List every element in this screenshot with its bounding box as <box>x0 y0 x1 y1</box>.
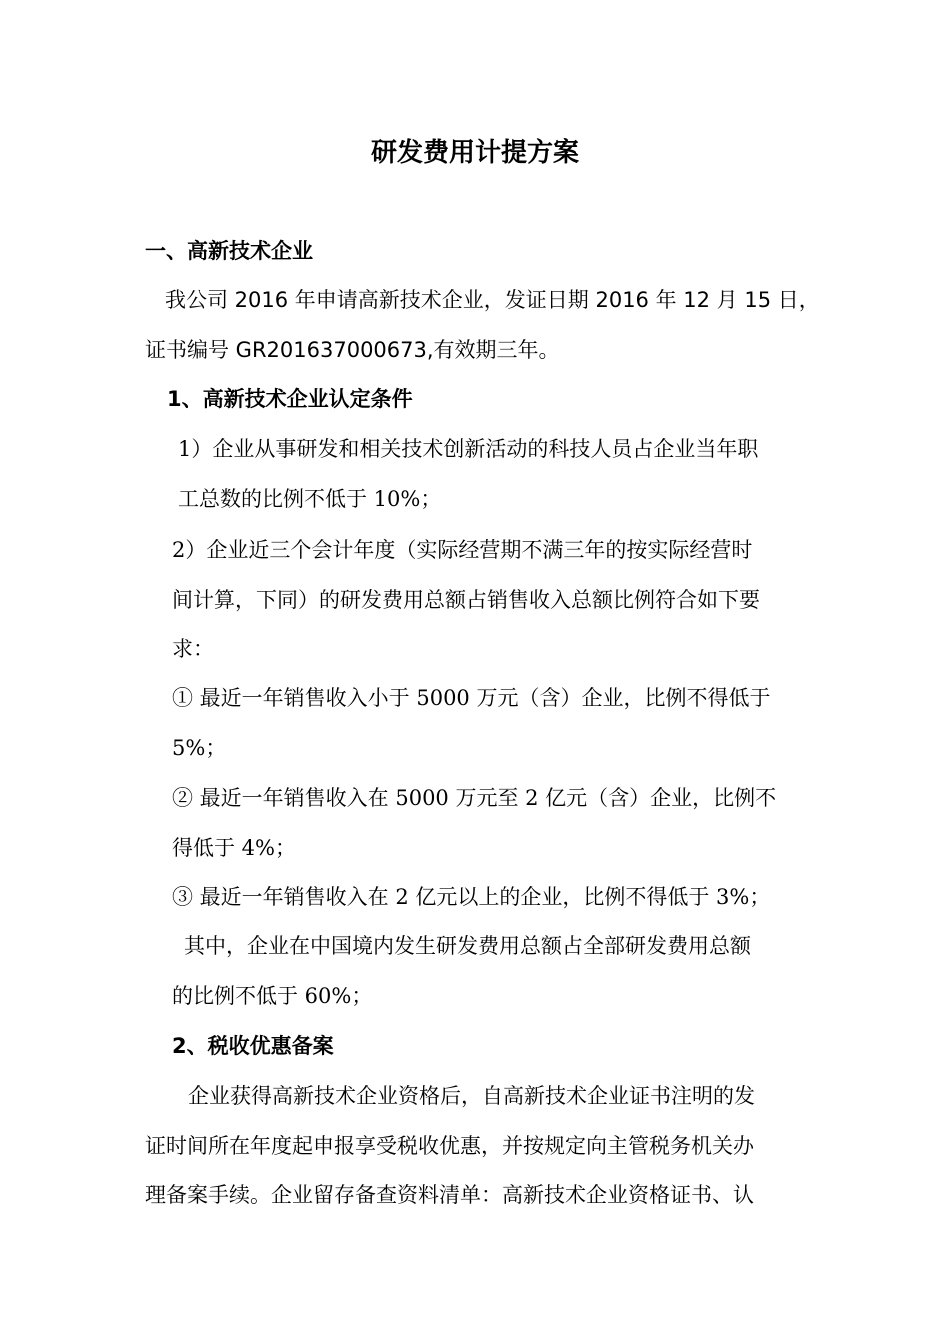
section-heading-high-tech-enterprise: 一、高新技术企业 <box>145 239 313 263</box>
tax-filing-paragraph-line-1: 企业获得高新技术企业资格后，自高新技术企业证书注明的发 <box>188 1084 755 1108</box>
criteria-item-1-line-2: 工总数的比例不低于 10%； <box>178 487 442 511</box>
intro-paragraph-line-2: 证书编号 GR201637000673,有效期三年。 <box>145 338 560 362</box>
subsection-heading-tax-filing: 2、税收优惠备案 <box>172 1034 334 1058</box>
criteria-item-2-line-1: 2）企业近三个会计年度（实际经营期不满三年的按实际经营时 <box>172 538 753 562</box>
criteria-item-1-line-1: 1）企业从事研发和相关技术创新活动的科技人员占企业当年职 <box>178 437 759 461</box>
domestic-ratio-note-line-2: 的比例不低于 60%； <box>172 984 373 1008</box>
criteria-item-2-line-2: 间计算，下同）的研发费用总额占销售收入总额比例符合如下要 <box>172 588 760 612</box>
tax-filing-paragraph-line-3: 理备案手续。企业留存备查资料清单：高新技术企业资格证书、认 <box>145 1183 754 1207</box>
ratio-rule-2-line-2: 得低于 4%； <box>172 836 296 860</box>
ratio-rule-1-line-1: ① 最近一年销售收入小于 5000 万元（含）企业，比例不得低于 <box>172 686 771 710</box>
domestic-ratio-note-line-1: 其中，企业在中国境内发生研发费用总额占全部研发费用总额 <box>184 934 751 958</box>
intro-paragraph-line-1: 我公司 2016 年申请高新技术企业，发证日期 2016 年 12 月 15 日， <box>165 288 820 312</box>
subsection-heading-criteria: 1、高新技术企业认定条件 <box>167 387 413 411</box>
ratio-rule-3: ③ 最近一年销售收入在 2 亿元以上的企业，比例不得低于 3%； <box>172 885 771 909</box>
criteria-item-2-line-3: 求： <box>172 637 214 661</box>
ratio-rule-2-line-1: ② 最近一年销售收入在 5000 万元至 2 亿元（含）企业，比例不 <box>172 786 777 810</box>
tax-filing-paragraph-line-2: 证时间所在年度起申报享受税收优惠，并按规定向主管税务机关办 <box>145 1134 754 1158</box>
document-title: 研发费用计提方案 <box>370 138 579 168</box>
ratio-rule-1-line-2: 5%； <box>172 736 227 760</box>
